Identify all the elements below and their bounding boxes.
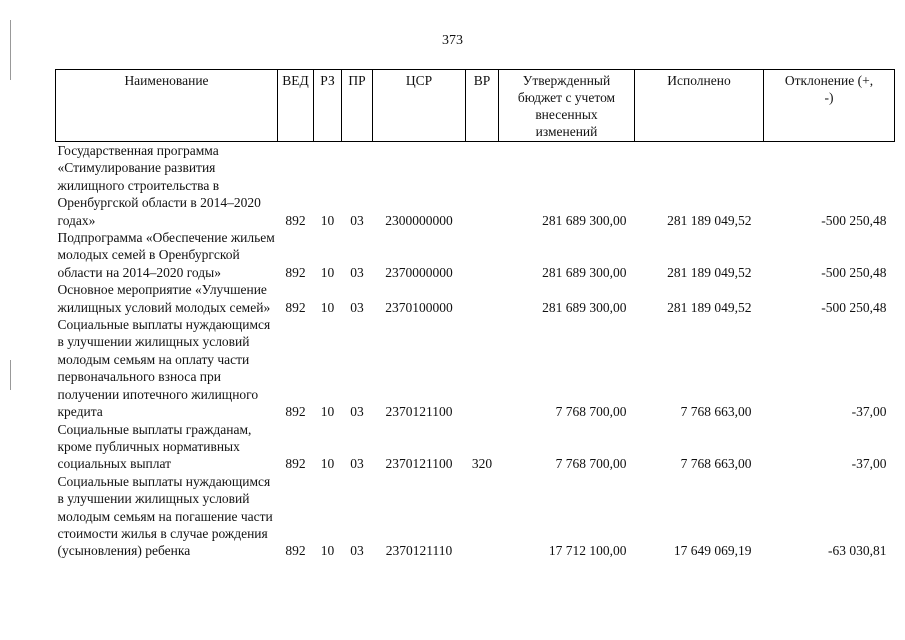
header-approved-budget: Утвержденный бюджет с учетом внесенных изменений <box>499 70 635 142</box>
row-executed: 281 189 049,52 <box>667 299 752 315</box>
row-deviation: -37,00 <box>851 404 887 420</box>
row-name: Государственная программа «Стимулирование развития жилищного строительства в Оренбургской области в 2014–2020 годах» <box>57 143 261 228</box>
row-vr: 320 <box>471 456 493 472</box>
row-deviation: -500 250,48 <box>821 264 887 280</box>
table-row <box>56 142 895 230</box>
row-executed: 17 649 069,19 <box>673 543 752 559</box>
table-header-row <box>56 70 895 142</box>
row-vr <box>466 281 499 316</box>
row-rz: 10 <box>320 299 335 315</box>
row-csr: 2370000000 <box>385 264 453 280</box>
row-deviation: -500 250,48 <box>821 212 887 228</box>
row-rz: 10 <box>320 456 335 472</box>
row-approved: 281 689 300,00 <box>542 212 627 228</box>
row-csr: 2370100000 <box>385 299 453 315</box>
row-pr: 03 <box>350 404 364 420</box>
row-pr: 03 <box>350 299 364 315</box>
header-deviation: Отклонение (+, -) <box>764 70 895 142</box>
row-executed: 281 189 049,52 <box>667 212 752 228</box>
row-ved: 892 <box>285 264 306 280</box>
row-vr <box>466 142 499 230</box>
row-approved: 7 768 700,00 <box>555 404 627 420</box>
row-name: Социальные выплаты гражданам, кроме публичных нормативных социальных выплат <box>57 421 252 472</box>
row-rz: 10 <box>320 404 335 420</box>
row-vr <box>466 473 499 560</box>
row-executed: 7 768 663,00 <box>680 456 752 472</box>
table-row <box>56 421 895 473</box>
table-row <box>56 473 895 560</box>
row-approved: 7 768 700,00 <box>555 456 627 472</box>
row-pr: 03 <box>350 456 364 472</box>
row-ved: 892 <box>285 299 306 315</box>
row-executed: 281 189 049,52 <box>667 264 752 280</box>
row-pr: 03 <box>350 264 364 280</box>
header-executed: Исполнено <box>635 70 764 142</box>
row-approved: 281 689 300,00 <box>542 299 627 315</box>
row-deviation: -37,00 <box>851 456 887 472</box>
row-csr: 2370121110 <box>385 543 453 559</box>
row-vr <box>466 316 499 420</box>
row-name: Подпрограмма «Обеспечение жильем молодых семей в Оренбургской области на 2014–2020 годы» <box>57 230 275 280</box>
row-ved: 892 <box>285 212 306 228</box>
row-approved: 17 712 100,00 <box>548 543 627 559</box>
table-row <box>56 281 895 316</box>
row-csr: 2300000000 <box>385 212 453 228</box>
header-rz: РЗ <box>314 70 342 142</box>
header-csr: ЦСР <box>373 70 466 142</box>
row-name: Основное мероприятие «Улучшение жилищных условий молодых семей» <box>57 282 271 315</box>
budget-execution-table <box>55 69 895 560</box>
row-ved: 892 <box>285 543 306 559</box>
row-deviation: -500 250,48 <box>821 299 887 315</box>
row-deviation: -63 030,81 <box>828 543 887 559</box>
header-name: Наименование <box>56 70 278 142</box>
header-pr: ПР <box>342 70 373 142</box>
scan-edge-mark <box>10 360 11 390</box>
row-ved: 892 <box>285 456 306 472</box>
row-executed: 7 768 663,00 <box>680 404 752 420</box>
row-rz: 10 <box>320 264 335 280</box>
table-row <box>56 316 895 420</box>
row-csr: 2370121100 <box>385 456 453 472</box>
header-ved: ВЕД <box>278 70 314 142</box>
row-ved: 892 <box>285 404 306 420</box>
table-row <box>56 229 895 281</box>
row-rz: 10 <box>320 212 335 228</box>
scan-edge-mark <box>10 20 11 80</box>
row-name: Социальные выплаты нуждающимся в улучшении жилищных условий молодым семьям на оплату части первоначального взноса при получении ипотечного жилищного кредита <box>57 317 271 420</box>
row-csr: 2370121100 <box>385 404 453 420</box>
row-rz: 10 <box>320 543 335 559</box>
row-vr <box>466 229 499 281</box>
row-pr: 03 <box>350 543 364 559</box>
row-name: Социальные выплаты нуждающимся в улучшении жилищных условий молодым семьям на погашение части стоимости жилья в случае рождения (усыновления) ребенка <box>57 473 273 559</box>
row-pr: 03 <box>350 212 364 228</box>
page-number: 373 <box>442 33 463 48</box>
header-vr: ВР <box>466 70 499 142</box>
row-approved: 281 689 300,00 <box>542 264 627 280</box>
